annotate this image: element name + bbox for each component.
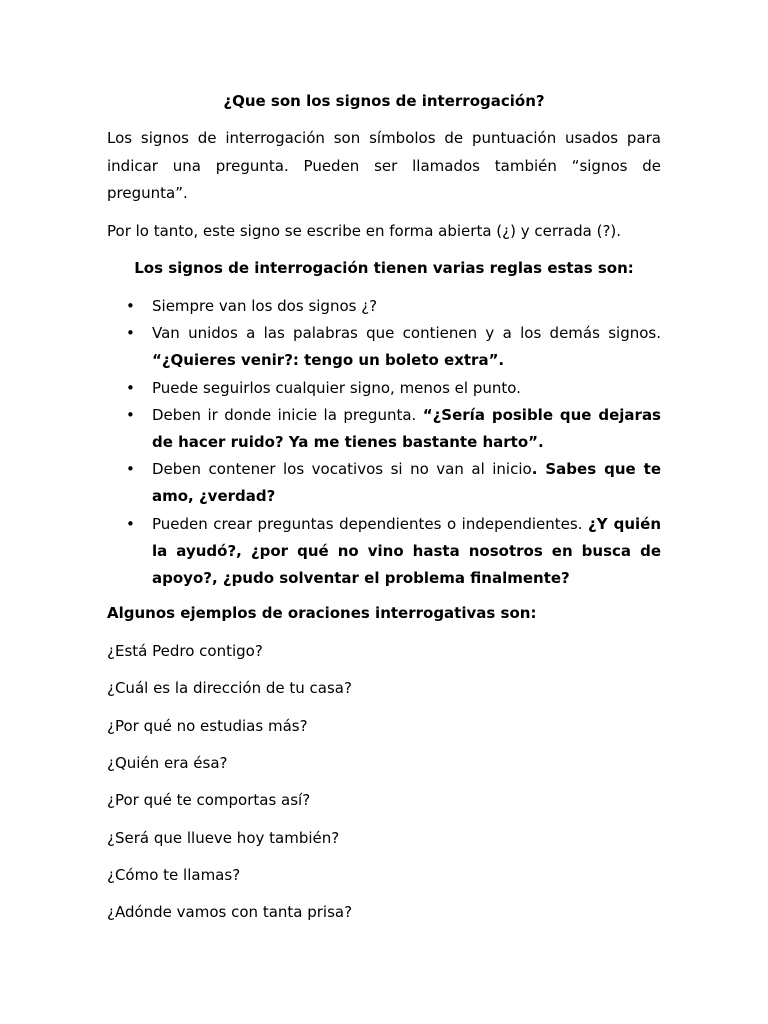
list-item xyxy=(107,293,661,320)
example-sentence: ¿Por qué no estudias más? xyxy=(107,716,308,735)
bullet-icon: • xyxy=(126,460,135,479)
intro-paragraph: Los signos de interrogación son símbolos de puntuación usados para indicar una pregunta. Pueden ser llamados también “signos de pregunta”. xyxy=(107,129,661,202)
examples-heading: Algunos ejemplos de oraciones interrogativas son: xyxy=(107,604,537,623)
document-body xyxy=(107,88,661,937)
page-title: ¿Que son los signos de interrogación? xyxy=(223,92,545,110)
bullet-icon: • xyxy=(126,297,135,315)
rule-example: . Sabes que te amo, ¿verdad? xyxy=(152,460,662,506)
example-sentence: ¿Está Pedro contigo? xyxy=(107,641,263,660)
list-item xyxy=(107,320,661,374)
bullet-icon: • xyxy=(126,378,135,397)
forma-paragraph: Por lo tanto, este signo se escribe en forma abierta (¿) y cerrada (?). xyxy=(107,221,622,240)
bullet-icon: • xyxy=(126,405,135,424)
bullet-icon: • xyxy=(126,514,135,533)
rule-example: “¿Sería posible que dejaras de hacer ruido? Ya me tienes bastante harto”. xyxy=(152,405,661,452)
rule-text: Van unidos a las palabras que contienen y a los demás signos. xyxy=(152,324,661,343)
list-item xyxy=(107,511,661,593)
rules-list xyxy=(107,293,661,592)
rule-example: “¿Quieres venir?: tengo un boleto extra”. xyxy=(152,351,505,370)
list-item xyxy=(107,375,661,402)
example-sentence: ¿Adónde vamos con tanta prisa? xyxy=(107,903,353,922)
rule-text: Deben contener los vocativos si no van al inicio xyxy=(152,460,532,479)
example-sentence: ¿Por qué te comportas así? xyxy=(107,791,311,810)
example-sentence: ¿Cómo te llamas? xyxy=(107,866,241,885)
rules-heading: Los signos de interrogación tienen varias reglas estas son: xyxy=(134,259,634,277)
rule-text: Deben ir donde inicie la pregunta. xyxy=(152,405,423,424)
rule-text: Pueden crear preguntas dependientes o independientes. xyxy=(152,514,589,533)
bullet-icon: • xyxy=(126,324,135,343)
list-item xyxy=(107,402,661,456)
example-sentence: ¿Quién era ésa? xyxy=(107,753,228,772)
example-sentence: ¿Cuál es la dirección de tu casa? xyxy=(107,679,352,698)
list-item xyxy=(107,456,661,510)
example-sentence: ¿Será que llueve hoy también? xyxy=(107,828,340,847)
rule-text: Puede seguirlos cualquier signo, menos el punto. xyxy=(152,378,521,397)
rule-example: ¿Y quién la ayudó?, ¿por qué no vino hasta nosotros en busca de apoyo?, ¿pudo solventar el problema finalmente? xyxy=(152,514,661,588)
rule-text: Siempre van los dos signos ¿? xyxy=(152,297,378,315)
